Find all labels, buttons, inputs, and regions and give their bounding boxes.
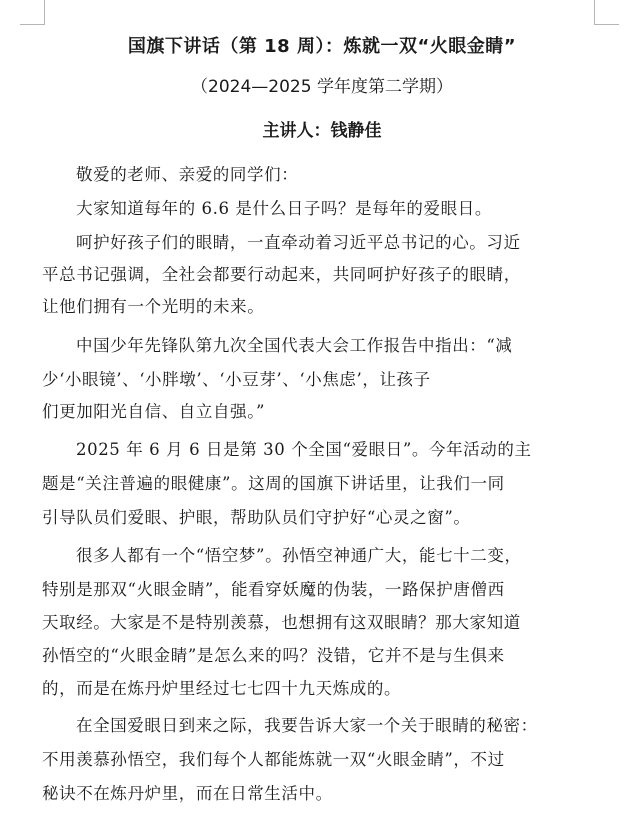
- page-corner-mark-left: [20, 0, 45, 25]
- body-line: 特别是那双“火眼金睛”，能看穿妖魔的伪装，一路保护唐僧西: [42, 580, 505, 599]
- body-line: 2025 年 6 月 6 日是第 30 个全国“爱眼日”。今年活动的主: [76, 440, 532, 459]
- body-line: 题是“关注普遍的眼健康”。这周的国旗下讲话里，让我们一同: [42, 474, 505, 493]
- body-line: 不用羡慕孙悟空，我们每个人都能炼就一双“火眼金睛”，不过: [42, 750, 505, 769]
- body-line: 们更加阳光自信、自立自强。”: [42, 402, 266, 421]
- body-line: 的，而是在炼丹炉里经过七七四十九天炼成的。: [42, 679, 402, 698]
- body-line: 平总书记强调，全社会都要行动起来，共同呵护好孩子的眼睛，: [42, 265, 521, 284]
- body-line: 少‘小眼镜’、‘小胖墩’、‘小豆芽’、‘小焦虑’，让孩子: [42, 370, 431, 389]
- body-line: 让他们拥有一个光明的未来。: [42, 297, 265, 316]
- body-line: 大家知道每年的 6.6 是什么日子吗？是每年的爱眼日。: [76, 199, 492, 218]
- body-line: 秘诀不在炼丹炉里，而在日常生活中。: [42, 784, 333, 803]
- body-line: 引导队员们爱眼、护眼，帮助队员们守护好“心灵之窗”。: [42, 508, 471, 527]
- body-line: 中国少年先锋队第九次全国代表大会工作报告中指出：“减: [76, 336, 513, 355]
- body-line: 在全国爱眼日到来之际，我要告诉大家一个关于眼睛的秘密：: [76, 716, 538, 735]
- body-line: 很多人都有一个“悟空梦”。孙悟空神通广大，能七十二变，: [76, 546, 522, 565]
- page-corner-mark-right: [594, 0, 619, 25]
- body-line: 敬爱的老师、亲爱的同学们：: [76, 165, 299, 184]
- speaker-line: 主讲人：钱静佳: [262, 121, 382, 141]
- document-title: 国旗下讲话（第 18 周）：炼就一双“火眼金睛”: [127, 36, 517, 57]
- body-line: 孙悟空的“火眼金睛”是怎么来的吗？没错，它并不是与生俱来: [42, 646, 505, 665]
- body-line: 天取经。大家是不是特别羡慕，也想拥有这双眼睛？那大家知道: [42, 613, 521, 632]
- document-subtitle: （2024—2025 学年度第二学期）: [191, 77, 453, 97]
- body-line: 呵护好孩子们的眼睛，一直牵动着习近平总书记的心。习近: [76, 233, 521, 252]
